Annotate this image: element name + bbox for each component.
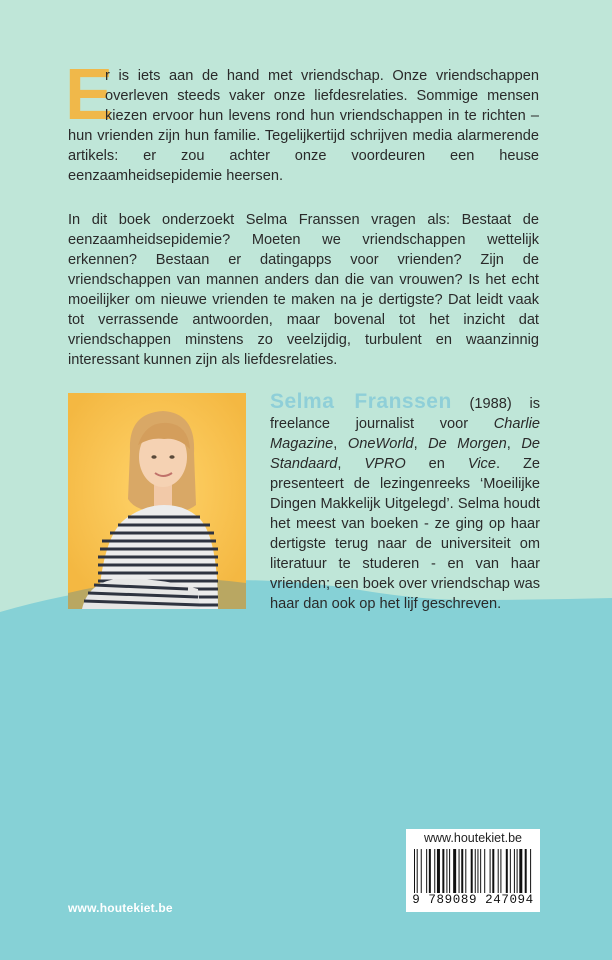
barcode-bar bbox=[510, 849, 511, 893]
barcode-bar bbox=[461, 849, 463, 893]
bio-publication: De Standaard bbox=[270, 436, 541, 472]
barcode-bar bbox=[514, 849, 515, 893]
barcode-bar bbox=[414, 849, 415, 893]
barcode-bar bbox=[492, 849, 494, 893]
barcode-bar bbox=[442, 849, 444, 893]
barcode-bar bbox=[417, 849, 418, 893]
barcode-bar bbox=[449, 849, 450, 893]
barcode-bar bbox=[437, 849, 440, 893]
bio-publication: Vice bbox=[467, 456, 496, 472]
barcode-bar bbox=[517, 849, 518, 893]
bio-text: , bbox=[506, 436, 522, 452]
publisher-website: www.houtekiet.be bbox=[68, 901, 173, 915]
barcode-bar bbox=[500, 849, 501, 893]
barcode-bar bbox=[465, 849, 466, 893]
bio-publication: De Morgen bbox=[428, 436, 507, 452]
barcode-bar bbox=[477, 849, 478, 893]
bio-text: (1988) is freelance journalist voor bbox=[270, 396, 540, 432]
barcode-bar bbox=[484, 849, 485, 893]
author-portrait bbox=[68, 393, 246, 609]
barcode-bar bbox=[459, 849, 460, 893]
barcode-url: www.houtekiet.be bbox=[424, 831, 522, 845]
barcode-bar bbox=[429, 849, 431, 893]
blurb-paragraph-1-text: r is iets aan de hand met vriendschap. Onze vriendschappen overleven steeds vaker onze liefdesrelaties. Sommige mensen kiezen ervoor hun levens rond hun vriendschappen in te richten – hun vrienden zijn hun familie. Tegelijkertijd schrijven media alarmerende artikels: er zou achter onze voordeuren een heuse eenzaamheidsepidemie heersen. bbox=[68, 68, 539, 184]
barcode-bar bbox=[426, 849, 427, 893]
bio-text: , bbox=[333, 436, 348, 452]
bio-text: . Ze presenteert de lezingenreeks ‘Moeilijke Dingen Makkelijk Uitgelegd’. Selma houdt het meest van boeken - ze ging op haar dertigste terug naar de universiteit om literatuur te studeren - en van haar vrienden; een boek over vriendschap was haar dan ook op het lijf geschreven. bbox=[270, 456, 541, 612]
barcode-icon bbox=[414, 849, 532, 893]
barcode-bar bbox=[506, 849, 508, 893]
bio-publication: Charlie Magazine bbox=[270, 416, 540, 452]
isbn-number: 9 789089 247094 bbox=[412, 893, 534, 907]
barcode-bar bbox=[434, 849, 435, 893]
barcode-bar bbox=[519, 849, 522, 893]
barcode-bar bbox=[475, 849, 476, 893]
barcode-bar bbox=[525, 849, 527, 893]
bio-publication: VPRO bbox=[364, 456, 406, 472]
isbn-barcode bbox=[406, 829, 540, 912]
barcode-bar bbox=[471, 849, 473, 893]
barcode-bar bbox=[530, 849, 531, 893]
barcode-bar bbox=[453, 849, 456, 893]
author-portrait-photo-icon bbox=[68, 393, 246, 609]
author-name: Selma Franssen bbox=[270, 390, 452, 413]
bio-text: en bbox=[405, 456, 468, 472]
bio-text: , bbox=[337, 456, 365, 472]
drop-cap: E bbox=[65, 55, 114, 135]
blurb-paragraph-2: In dit boek onderzoekt Selma Franssen vragen als: Bestaat de eenzaamheidsepidemie? Moeten we vriendschappen wettelijk erkennen? Bestaan er datingapps voor vrienden? Zijn de vriendschappen van mannen anders dan die van vrouwen? Is het echt moeilijker om nieuwe vrienden te maken na je dertigste? Dat leidt vaak tot verrassende antwoorden, maar bovenal tot het inzicht dat vriendschappen minstens zo veelzijdig, turbulent en waanzinnig interessant kunnen zijn als liefdesrelaties. bbox=[68, 212, 539, 368]
barcode-bar bbox=[421, 849, 422, 893]
barcode-bar bbox=[446, 849, 447, 893]
barcode-bar bbox=[490, 849, 491, 893]
blurb-paragraph-1 bbox=[65, 55, 539, 186]
barcode-bar bbox=[498, 849, 499, 893]
author-bio bbox=[270, 392, 540, 614]
bio-text: , bbox=[413, 436, 429, 452]
bio-publication: OneWorld bbox=[347, 436, 414, 452]
barcode-bar bbox=[480, 849, 481, 893]
